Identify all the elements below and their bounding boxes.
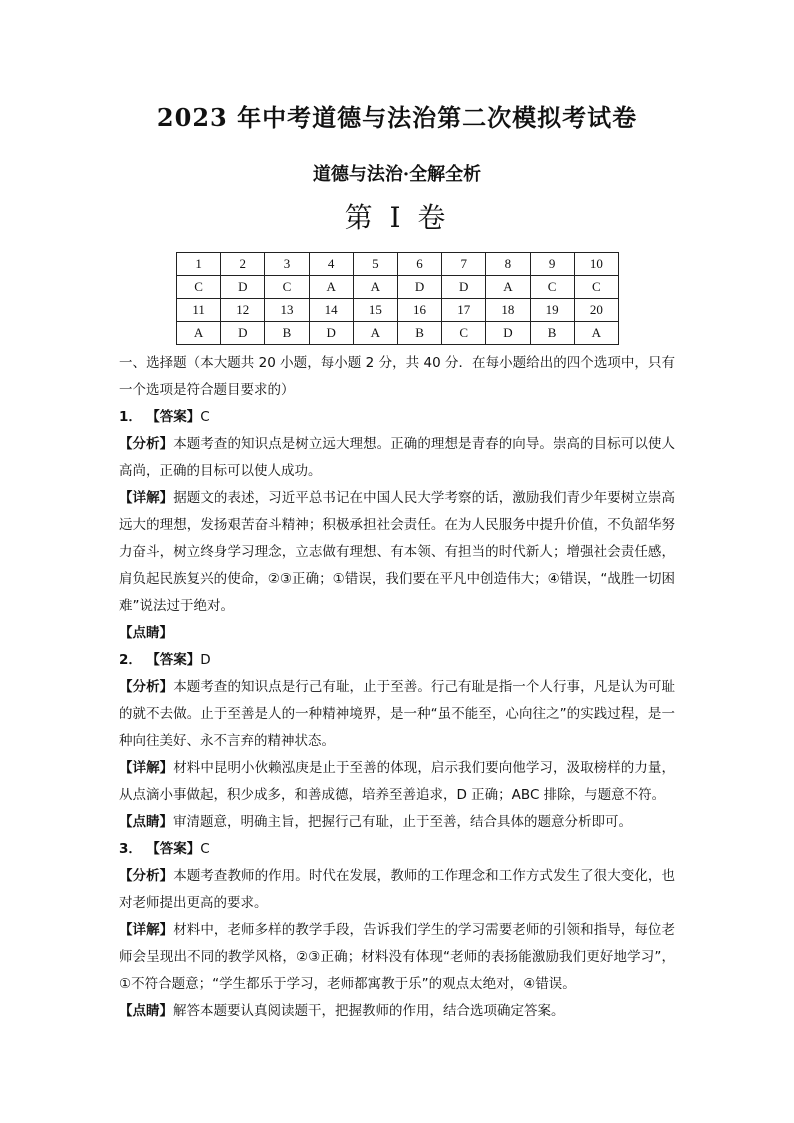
table-cell: 12	[221, 299, 265, 322]
table-cell: D	[309, 322, 353, 345]
table-row	[177, 276, 619, 299]
answer-value: D	[200, 652, 211, 668]
table-cell: A	[574, 322, 618, 345]
table-cell: 8	[486, 253, 530, 276]
question-number: 2．	[119, 652, 142, 668]
answer-tag: 【答案】	[146, 841, 201, 857]
detail-text: 据题文的表述，习近平总书记在中国人民大学考察的话，激励我们青少年要树立崇高远大的理想，发扬艰苦奋斗精神；积极承担社会责任。在为人民服务中提升价值，不负韶华努力奋斗，树立终身学习理念，立志做有理想、有本领、有担当的时代新人；增强社会责任感，肩负起民族复兴的使命，②③正确；①错误，我们要在平凡中创造伟大；④错误，“战胜一切困难”说法过于绝对。	[119, 490, 675, 614]
table-cell: A	[177, 322, 221, 345]
table-cell: B	[265, 322, 309, 345]
table-row	[177, 322, 619, 345]
analysis-text: 本题考查教师的作用。时代在发展，教师的工作理念和工作方式发生了很大变化，也对老师提出更高的要求。	[119, 868, 675, 911]
table-cell: D	[221, 276, 265, 299]
note-paragraph	[119, 620, 675, 647]
analysis-paragraph	[119, 674, 675, 755]
table-cell: 1	[177, 253, 221, 276]
question-number: 1．	[119, 409, 142, 425]
analysis-paragraph	[119, 863, 675, 917]
note-text: 审清题意，明确主旨，把握行己有耻，止于至善，结合具体的题意分析即可。	[173, 814, 632, 830]
detail-tag: 【详解】	[119, 760, 174, 776]
table-cell: 9	[530, 253, 574, 276]
answer-tag: 【答案】	[146, 652, 201, 668]
answer-value: C	[200, 409, 210, 425]
table-cell: D	[397, 276, 441, 299]
detail-tag: 【详解】	[119, 490, 174, 506]
answer-table	[176, 252, 619, 345]
note-tag: 【点睛】	[119, 625, 173, 641]
analysis-tag: 【分析】	[119, 436, 174, 452]
analysis-text: 本题考查的知识点是行己有耻，止于至善。行己有耻是指一个人行事，凡是认为可耻的就不去做。止于至善是人的一种精神境界，是一种“虽不能至，心向往之”的实践过程，是一种向往美好、永不言弃的精神状态。	[119, 679, 675, 749]
table-cell: 10	[574, 253, 618, 276]
note-paragraph	[119, 809, 675, 836]
question-answer-line	[119, 647, 675, 674]
table-cell: C	[265, 276, 309, 299]
table-cell: C	[177, 276, 221, 299]
table-cell: 18	[486, 299, 530, 322]
table-cell: B	[530, 322, 574, 345]
page-title: 2023 年中考道德与法治第二次模拟考试卷	[156, 103, 638, 132]
table-cell: 3	[265, 253, 309, 276]
table-cell: 11	[177, 299, 221, 322]
table-cell: A	[486, 276, 530, 299]
detail-text: 材料中，老师多样的教学手段，告诉我们学生的学习需要老师的引领和指导，每位老师会呈现出不同的教学风格，②③正确；材料没有体现“老师的表扬能激励我们更好地学习”，①不符合题意；“学生都乐于学习，老师都寓教于乐”的观点太绝对，④错误。	[119, 922, 675, 992]
note-tag: 【点睛】	[119, 1003, 173, 1019]
answer-tag: 【答案】	[146, 409, 201, 425]
detail-paragraph	[119, 485, 675, 620]
question-answer-line	[119, 404, 675, 431]
note-text: 解答本题要认真阅读题干，把握教师的作用，结合选项确定答案。	[173, 1003, 565, 1019]
table-cell: 19	[530, 299, 574, 322]
analysis-tag: 【分析】	[119, 868, 174, 884]
table-cell: 16	[397, 299, 441, 322]
table-cell: 5	[353, 253, 397, 276]
section-intro: 一、选择题（本大题共 20 小题，每小题 2 分，共 40 分．在每小题给出的四个选项中，只有一个选项是符合题目要求的）	[119, 355, 675, 398]
question-answer-line	[119, 836, 675, 863]
table-cell: 7	[442, 253, 486, 276]
table-cell: A	[353, 276, 397, 299]
table-cell: B	[397, 322, 441, 345]
table-cell: 14	[309, 299, 353, 322]
table-row	[177, 299, 619, 322]
table-cell: C	[574, 276, 618, 299]
table-cell: 2	[221, 253, 265, 276]
volume-heading: 第 I 卷	[344, 201, 450, 234]
table-cell: 4	[309, 253, 353, 276]
table-cell: 13	[265, 299, 309, 322]
analysis-paragraph	[119, 431, 675, 485]
detail-text: 材料中昆明小伙赖泓庚是止于至善的体现，启示我们要向他学习，汲取榜样的力量，从点滴小事做起，积少成多，和善成德，培养至善追求，D 正确；ABC 排除，与题意不符。	[119, 760, 675, 803]
note-paragraph	[119, 998, 675, 1025]
explanations	[119, 350, 675, 1025]
table-cell: 17	[442, 299, 486, 322]
table-cell: 6	[397, 253, 441, 276]
table-cell: 15	[353, 299, 397, 322]
detail-paragraph	[119, 755, 675, 809]
detail-paragraph	[119, 917, 675, 998]
note-tag: 【点睛】	[119, 814, 173, 830]
table-cell: D	[221, 322, 265, 345]
detail-tag: 【详解】	[119, 922, 174, 938]
question-number: 3．	[119, 841, 142, 857]
table-cell: C	[530, 276, 574, 299]
table-cell: D	[486, 322, 530, 345]
page-subtitle: 道德与法治·全解全析	[312, 164, 482, 185]
analysis-text: 本题考查的知识点是树立远大理想。正确的理想是青春的向导。崇高的目标可以使人高尚，正确的目标可以使人成功。	[119, 436, 675, 479]
table-cell: A	[309, 276, 353, 299]
table-cell: A	[353, 322, 397, 345]
table-cell: D	[442, 276, 486, 299]
analysis-tag: 【分析】	[119, 679, 174, 695]
table-row	[177, 253, 619, 276]
table-cell: 20	[574, 299, 618, 322]
table-cell: C	[442, 322, 486, 345]
answer-value: C	[200, 841, 210, 857]
